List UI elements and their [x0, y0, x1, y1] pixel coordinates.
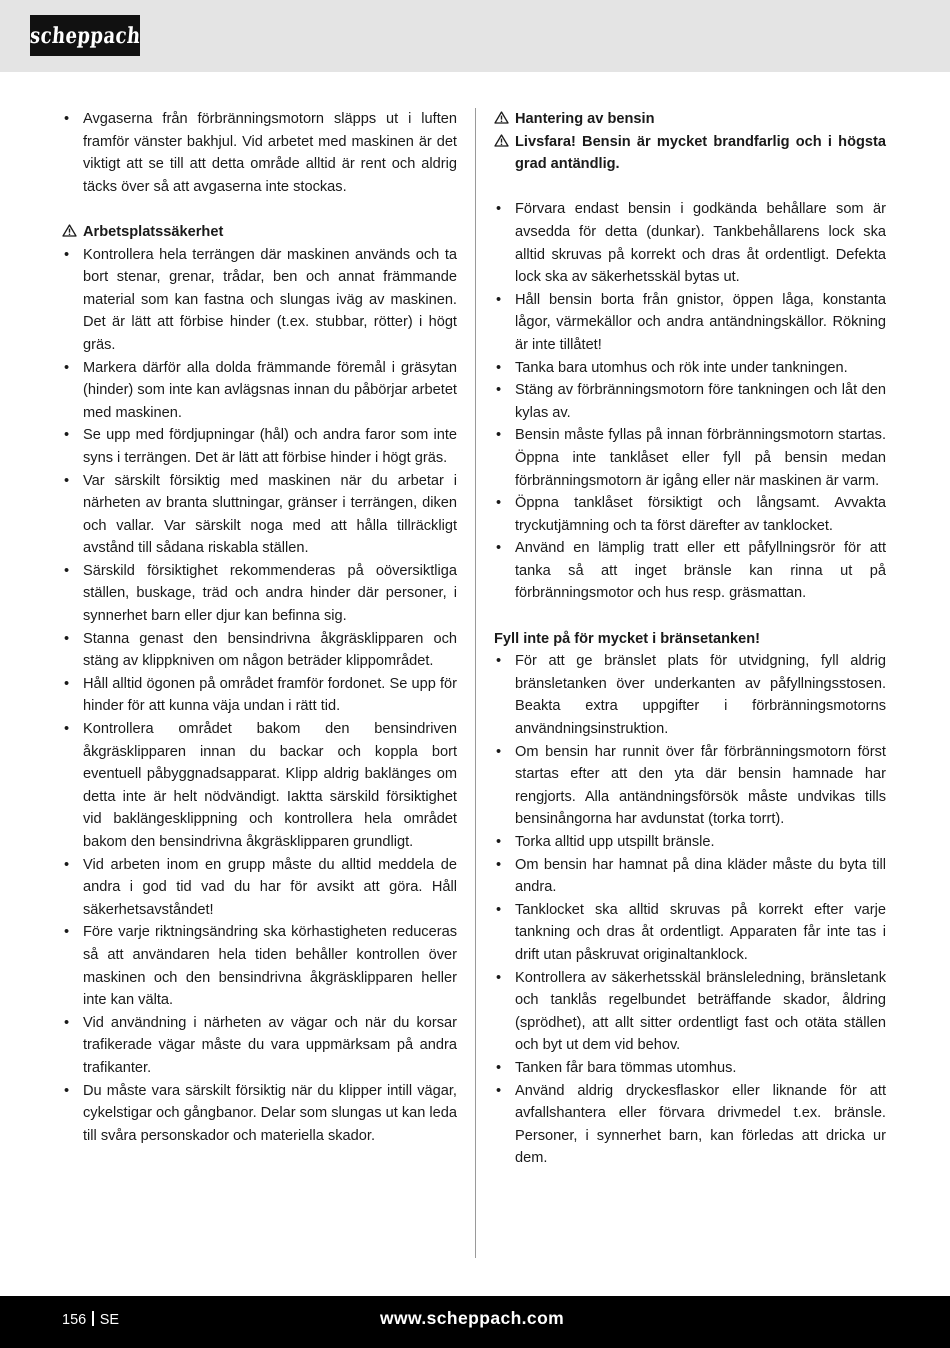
list-item: • Kontrollera området bakom den bensindriven åkgräsklipparen innan du backar och koppla bort eventuell påbyggnadsapparat. Klipp aldrig baklänges om detta inte är helt nödvändigt. Iaktta särskild försiktighet vid baklängesklippning och kontrollera hela området bakom den bensindrivna åkgräsklipparen grundligt.	[62, 718, 457, 854]
intro-list	[62, 108, 457, 198]
list-item: • Se upp med fördjupningar (hål) och andra faror som inte syns i terrängen. Det är lätt att förbise hinder i högt gräs.	[62, 424, 457, 469]
list-item: • Särskild försiktighet rekommenderas på oöversiktliga ställen, buskage, träd och andra hinder där personer, i synnerhet barn eller djur kan befinna sig.	[62, 560, 457, 628]
danger-heading: Livsfara! Bensin är mycket brandfarlig och i högsta grad antändlig.	[494, 131, 886, 176]
list-item: • Om bensin har runnit över får förbränningsmotorn först startas efter att den yta där bensin hamnade har rengjorts. Alla antändningsförsök måste undvikas tills bensinångorna har avdunstat (torka torrt).	[494, 741, 886, 831]
page-indicator	[62, 1311, 119, 1328]
list-item: • Använd en lämplig tratt eller ett påfyllningsrör för att tanka så att inget bränsle kan rinna ut på förbränningsmotor och hus resp. gräsmattan.	[494, 537, 886, 605]
footer-bar	[0, 1296, 950, 1348]
list-item: • Tanklocket ska alltid skruvas på korrekt efter varje tankning och dras åt ordentligt. Apparaten får inte tas i drift utan påskruvat originaltanklock.	[494, 899, 886, 967]
right-column	[494, 108, 886, 1170]
list-item: • Förvara endast bensin i godkända behållare som är avsedda för detta (dunkar). Tankbehållarens lock ska alltid skruvas på korrekt och dras åt ordentligt. Defekta lock ska av säkerhetsskäl bytas ut.	[494, 198, 886, 288]
list-item: • Stäng av förbränningsmotorn före tankningen och låt den kylas av.	[494, 379, 886, 424]
list-item: • Före varje riktningsändring ska körhastigheten reduceras så att användaren hela tiden behåller kontrollen över maskinen och den bensindrivna åkgräsklipparen heller inte kan välta.	[62, 921, 457, 1011]
list-item: • Bensin måste fyllas på innan förbränningsmotorn startas. Öppna inte tanklåset eller fyll på bensin medan förbränningsmotorn är igång eller när maskinen är varm.	[494, 424, 886, 492]
column-divider	[475, 108, 476, 1258]
page-number: 156	[62, 1312, 87, 1328]
warning-triangle-icon	[494, 134, 509, 147]
list-item: • Vid arbeten inom en grupp måste du alltid meddela de andra i god tid vad du har för avsikt att göra. Håll säkerhetsavståndet!	[62, 854, 457, 922]
petrol-handling-heading: Hantering av bensin	[494, 108, 886, 131]
left-column	[62, 108, 457, 1147]
list-item: • Tanken får bara tömmas utomhus.	[494, 1057, 886, 1080]
list-item: • Håll bensin borta från gnistor, öppen låga, konstanta lågor, värmekällor och andra antändningskällor. Rökning är inte tillåtet!	[494, 289, 886, 357]
warning-triangle-icon	[62, 224, 77, 237]
page-separator	[92, 1311, 94, 1326]
scheppach-logo: scheppach	[30, 15, 140, 56]
list-item: • För att ge bränslet plats för utvidgning, fyll aldrig bränsletanken över underkanten av påfyllningsstosen. Beakta extra uppgifter i förbränningsmotorns användningsinstruktion.	[494, 650, 886, 740]
petrol-handling-list	[494, 198, 886, 605]
website-url[interactable]: www.scheppach.com	[380, 1308, 565, 1328]
list-item: • Håll alltid ögonen på området framför fordonet. Se upp för hinder för att kunna väja undan i rätt tid.	[62, 673, 457, 718]
overfill-heading: Fyll inte på för mycket i bränsetanken!	[494, 630, 761, 647]
header-band	[0, 0, 950, 72]
list-item: • Vid användning i närheten av vägar och när du korsar trafikerade vägar måste du vara uppmärksam på andra trafikanter.	[62, 1012, 457, 1080]
workplace-safety-heading: Arbetsplatssäkerhet	[62, 221, 457, 244]
list-item: • Stanna genast den bensindrivna åkgräsklipparen och stäng av klippkniven om någon beträder klippområdet.	[62, 628, 457, 673]
list-item: • Var särskilt försiktig med maskinen när du arbetar i närheten av branta sluttningar, gränser i terrängen, diken och vallar. Var särskilt noga med att hålla tillräckligt avstånd till sådana riskabla ställen.	[62, 470, 457, 560]
workplace-safety-list	[62, 244, 457, 1148]
list-item: • Tanka bara utomhus och rök inte under tankningen.	[494, 357, 886, 380]
list-item: • Avgaserna från förbränningsmotorn släpps ut i luften framför vänster bakhjul. Vid arbetet med maskinen är det viktigt att se till att detta område alltid är rent och aldrig täcks över så att avgaserna inte stockas.	[62, 108, 457, 198]
warning-triangle-icon	[494, 111, 509, 124]
list-item: • Öppna tanklåset försiktigt och långsamt. Avvakta tryckutjämning och ta först därefter av tanklocket.	[494, 492, 886, 537]
list-item: • Du måste vara särskilt försiktig när du klipper intill vägar, cykelstigar och gångbanor. Delar som slungas ut kan leda till svåra personskador och materiella skador.	[62, 1080, 457, 1148]
overfill-list	[494, 650, 886, 1170]
list-item: • Om bensin har hamnat på dina kläder måste du byta till andra.	[494, 854, 886, 899]
list-item: • Torka alltid upp utspillt bränsle.	[494, 831, 886, 854]
list-item: • Kontrollera hela terrängen där maskinen används och ta bort stenar, grenar, trådar, ben och annat främmande material som kan fastna och slungas iväg av maskinen. Det är lätt att förbise hinder (t.ex. stubbar, rötter) i högt gräs.	[62, 244, 457, 357]
list-item: • Kontrollera av säkerhetsskäl bränsleledning, bränsletank och tanklås regelbundet beträffande skador, åldring (sprödhet), att allt sitter ordentligt fast och otäta ställen och byt ut dem vid behov.	[494, 967, 886, 1057]
list-item: • Använd aldrig dryckesflaskor eller liknande för att avfallshantera eller förvara drivmedel t.ex. bränsle. Personer, i synnerhet barn, kan förledas att dricka ur dem.	[494, 1080, 886, 1170]
language-code: SE	[99, 1312, 120, 1328]
list-item: • Markera därför alla dolda främmande föremål i gräsytan (hinder) som inte kan avlägsnas innan du påbörjar arbetet med maskinen.	[62, 357, 457, 425]
